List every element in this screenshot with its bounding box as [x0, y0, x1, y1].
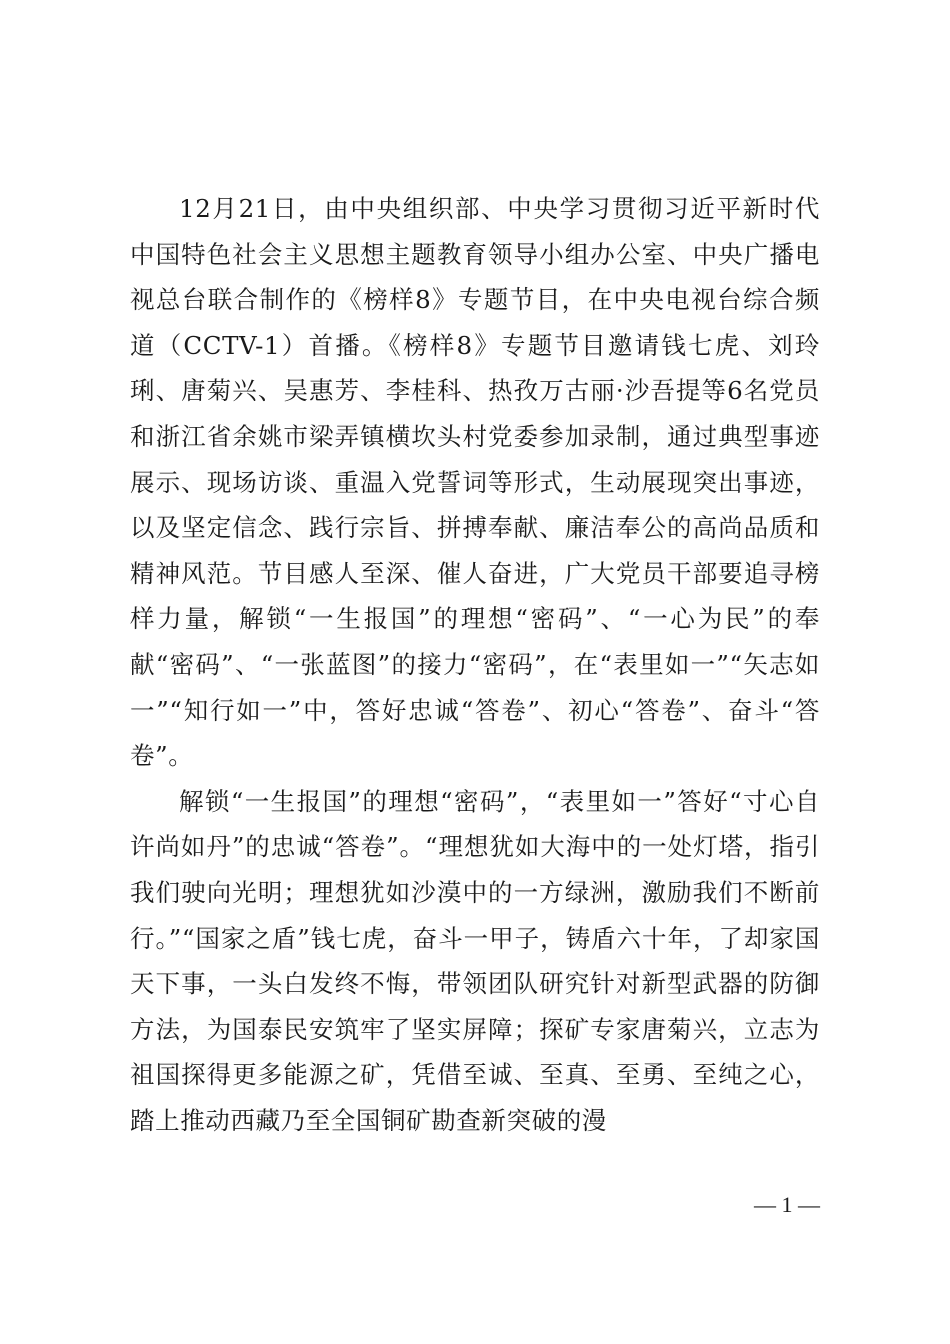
- paragraph-2: 解锁“一生报国”的理想“密码”，“表里如一”答好“寸心自许尚如丹”的忠诚“答卷”。“理想犹如大海中的一处灯塔，指引我们驶向光明；理想犹如沙漠中的一方绿洲，激励我们不断前行。”“国家之盾”钱七虎，奋斗一甲子，铸盾六十年，了却家国天下事，一头白发终不悔，带领团队研究针对新型武器的防御方法，为国泰民安筑牢了坚实屏障；探矿专家唐菊兴，立志为祖国探得更多能源之矿，凭借至诚、至真、至勇、至纯之心，踏上推动西藏乃至全国铜矿勘查新突破的漫: [130, 786, 820, 1135]
- page-number: — 1 —: [754, 1192, 820, 1217]
- paragraph-1: 12月21日，由中央组织部、中央学习贯彻习近平新时代中国特色社会主义思想主题教育领导小组办公室、中央广播电视总台联合制作的《榜样8》专题节目，在中央电视台综合频道（CCTV-1）首播。《榜样8》专题节目邀请钱七虎、刘玲琍、唐菊兴、吴惠芳、李桂科、热孜万古丽·沙吾提等6名党员和浙江省余姚市梁弄镇横坎头村党委参加录制，通过典型事迹展示、现场访谈、重温入党誓词等形式，生动展现突出事迹，以及坚定信念、践行宗旨、拼搏奉献、廉洁奉公的高尚品质和精神风范。节目感人至深、催人奋进，广大党员干部要追寻榜样力量，解锁“一生报国”的理想“密码”、“一心为民”的奉献“密码”、“一张蓝图”的接力“密码”，在“表里如一”“矢志如一”“知行如一”中，答好忠诚“答卷”、初心“答卷”、奋斗“答卷”。: [130, 194, 820, 771]
- body-text: [130, 186, 820, 1143]
